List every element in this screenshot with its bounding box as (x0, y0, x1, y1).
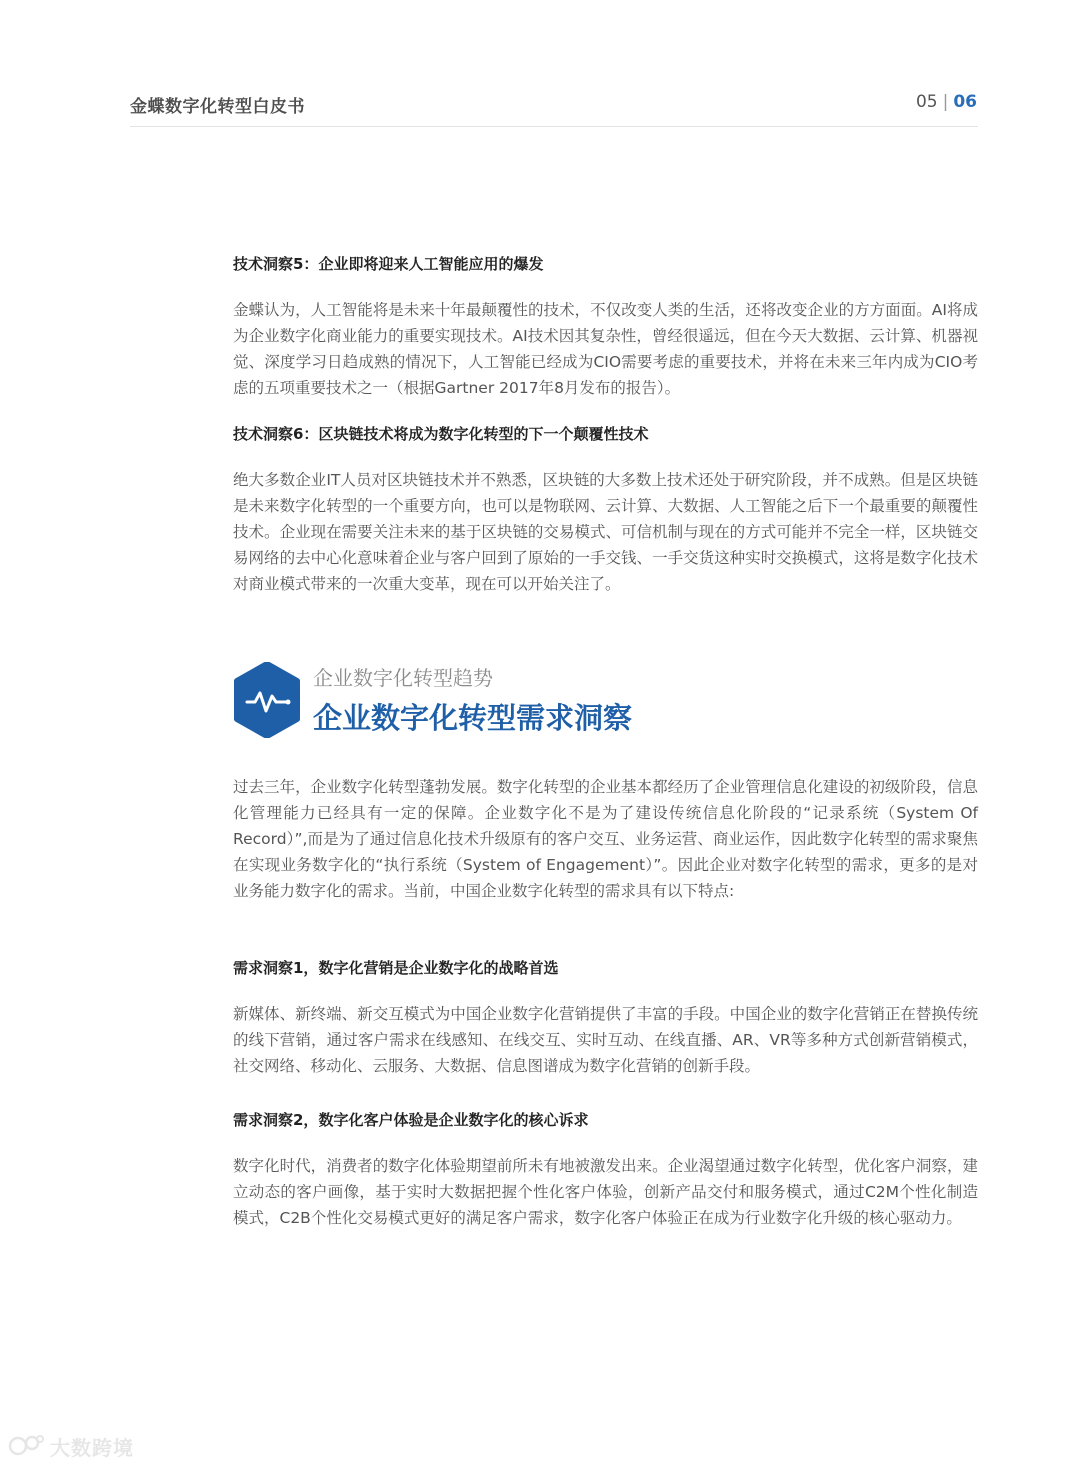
document-title: 金蝶数字化转型白皮书 (130, 97, 305, 117)
demand-1-title: 需求洞察1，数字化营销是企业数字化的战略首选 (233, 959, 559, 977)
section-title: 企业数字化转型需求洞察 (313, 701, 633, 735)
insight-5-title: 技术洞察5：企业即将迎来人工智能应用的爆发 (233, 255, 544, 273)
demand-2-body: 数字化时代，消费者的数字化体验期望前所未有地被激发出来。企业渴望通过数字化转型，优化客户洞察，建立动态的客户画像，基于实时大数据把握个性化客户体验，创新产品交付和服务模式，通过C2M个性化制造模式，C2B个性化交易模式更好的满足客户需求，数字化客户体验正在成为行业数字化升级的核心驱动力。 (233, 1157, 978, 1227)
watermark-text: 大数跨境 (50, 1435, 134, 1460)
watermark (6, 1428, 134, 1464)
insight-6 (233, 422, 978, 597)
logo-icon (6, 1431, 46, 1461)
pulse-icon (233, 662, 301, 738)
insight-5-body: 金蝶认为，人工智能将是未来十年最颠覆性的技术，不仅改变人类的生活，还将改变企业的方方面面。AI将成为企业数字化商业能力的重要实现技术。AI技术因其复杂性，曾经很遥远，但在今天大数据、云计算、机器视觉、深度学习日趋成熟的情况下，人工智能已经成为CIO需要考虑的重要技术，并将在未来三年内成为CIO考虑的五项重要技术之一（根据Gartner 2017年8月发布的报告）。 (233, 301, 978, 397)
intro (233, 774, 978, 904)
insight-6-body: 绝大多数企业IT人员对区块链技术并不熟悉，区块链的大多数上技术还处于研究阶段，并不成熟。但是区块链是未来数字化转型的一个重要方向，也可以是物联网、云计算、大数据、人工智能之后下一个最重要的颠覆性技术。企业现在需要关注未来的基于区块链的交易模式、可信机制与现在的方式可能并不完全一样，区块链交易网络的去中心化意味着企业与客户回到了原始的一手交钱、一手交货这种实时交换模式，这将是数字化技术对商业模式带来的一次重大变革，现在可以开始关注了。 (233, 471, 978, 593)
header-divider (130, 126, 978, 127)
demand-1 (233, 956, 978, 1079)
section-subtitle: 企业数字化转型趋势 (313, 666, 493, 690)
demand-2-title: 需求洞察2，数字化客户体验是企业数字化的核心诉求 (233, 1111, 589, 1129)
section-header (233, 660, 833, 740)
page-number-left: 05 (915, 92, 938, 112)
insight-5 (233, 252, 978, 401)
page-separator: | (942, 92, 949, 112)
demand-1-body: 新媒体、新终端、新交互模式为中国企业数字化营销提供了丰富的手段。中国企业的数字化营销正在替换传统的线下营销，通过客户需求在线感知、在线交互、实时互动、在线直播、AR、VR等多种方式创新营销模式，社交网络、移动化、云服务、大数据、信息图谱成为数字化营销的创新手段。 (233, 1005, 978, 1075)
demand-2 (233, 1108, 978, 1231)
page-number-current: 06 (953, 92, 977, 112)
insight-6-title: 技术洞察6：区块链技术将成为数字化转型的下一个颠覆性技术 (233, 425, 649, 443)
intro-body: 过去三年，企业数字化转型蓬勃发展。数字化转型的企业基本都经历了企业管理信息化建设的初级阶段，信息化管理能力已经具有一定的保障。企业数字化不是为了建设传统信息化阶段的“记录系统（System Of Record）”,而是为了通过信息化技术升级原有的客户交互、业务运营、商业运作，因此数字化转型的需求聚焦在实现业务数字化的“执行系统（System of Engagement）”。因此企业对数字化转型的需求，更多的是对业务能力数字化的需求。当前，中国企业数字化转型的需求具有以下特点: (233, 778, 978, 900)
page-numbers (916, 92, 977, 112)
